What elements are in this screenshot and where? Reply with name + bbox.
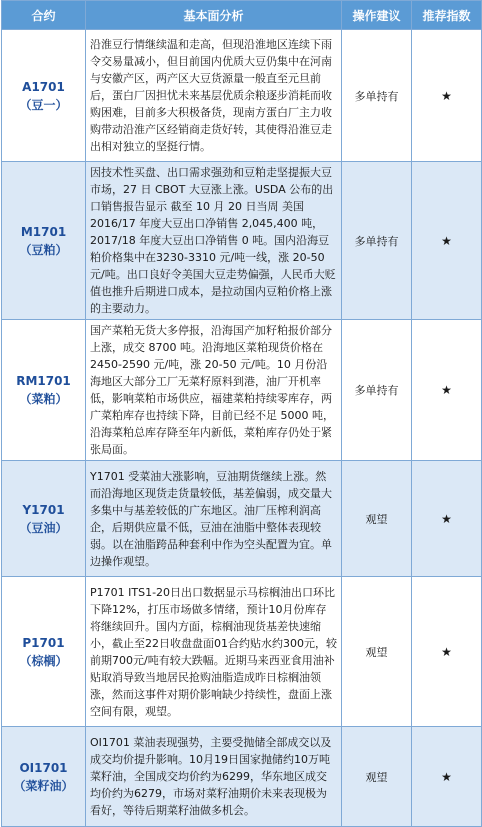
contract-cell <box>2 577 86 727</box>
rating-star-icon: ★ <box>412 577 482 727</box>
contract-cell <box>2 727 86 827</box>
contract-name: （棕榈） <box>19 653 68 668</box>
header-contract: 合约 <box>2 1 86 30</box>
suggestion-cell: 观望 <box>342 461 412 577</box>
contract-code: OI1701 <box>19 760 68 775</box>
suggestion-cell: 多单持有 <box>342 30 412 162</box>
contract-code: P1701 <box>22 635 65 650</box>
suggestion-cell: 观望 <box>342 727 412 827</box>
contract-cell <box>2 30 86 162</box>
contract-cell <box>2 461 86 577</box>
analysis-cell: 国产菜粕无货大多停报，沿海国产加籽粕报价部分上涨，成交 8700 吨。沿海地区菜粕现货价格在2450-2590 元/吨，涨 20-50 元/吨。10 月份沿海地区大部分工厂无菜籽原料到港，油厂开机率低，影响菜粕市场供应，福建菜粕持续零库存，两广菜粕库存也持续下降，目前已经不足 5000 吨，沿海菜粕总库存降至年内新低，菜粕库存仍处于紧张局面。 <box>86 320 342 461</box>
header-rating: 推荐指数 <box>412 1 482 30</box>
table-row <box>2 727 482 827</box>
suggestion-cell: 观望 <box>342 577 412 727</box>
contract-code: Y1701 <box>22 502 65 517</box>
table-row <box>2 461 482 577</box>
table-row <box>2 320 482 461</box>
rating-star-icon: ★ <box>412 30 482 162</box>
table-row <box>2 162 482 320</box>
analysis-cell: P1701 ITS1-20日出口数据显示马棕榈油出口环比下降12%，打压市场做多情绪，预计10月份库存将继续回升。国内方面，棕榈油现货基差快速缩小，截止至22日收盘盘面01合约贴水约300元，较前期700元/吨有较大跌幅。近期马来西亚食用油补贴取消导致当地居民抢购油脂造成昨日棕榈油领涨，然而这事件对期价影响缺少持续性，盘面上涨空间有限，观望。 <box>86 577 342 727</box>
contract-name: （豆一） <box>19 97 68 112</box>
analysis-cell: OI1701 菜油表现强势，主要受抛储全部成交以及成交均价提升影响。10月19日国家抛储约10万吨菜籽油，全国成交均价约为6299，华东地区成交均价约为6279，市场对菜籽油期价未来表现极为看好，等待后期菜籽油做多机会。 <box>86 727 342 827</box>
contract-cell <box>2 320 86 461</box>
header-suggestion: 操作建议 <box>342 1 412 30</box>
suggestion-cell: 多单持有 <box>342 162 412 320</box>
header-row <box>2 1 482 30</box>
analysis-cell: 因技术性买盘、出口需求强劲和豆粕走坚提振大豆市场，27 日 CBOT 大豆涨上涨。USDA 公布的出口销售报告显示 截至 10 月 20 日当周 美国 2016/17 年度大豆出口净销售 2,045,400 吨，2017/18 年度大豆出口净销售 0 吨。国内沿海豆粕价格集中在3230-3310 元/吨一线，涨 20-50 元/吨。出口良好令美国大豆走势偏强，人民币大贬值也推升后期进口成本，是拉动国内豆粕价格上涨的主要动力。 <box>86 162 342 320</box>
contract-name: （菜粕） <box>19 392 68 406</box>
analysis-cell: 沿淮豆行情继续温和走高，但现沿淮地区连续下雨令交易量减小，但目前国内优质大豆仍集中在河南与安徽产区，两产区大豆货源量一般直至元旦前后，蛋白厂因担忧未来基层优质余粮逐步消耗而收购困难，目前多大积极备货，现南方蛋白厂主力收购带动沿淮产区经销商走货好转，其使得沿淮豆走出相对独立的坚挺行情。 <box>86 30 342 162</box>
contract-name: （豆油） <box>19 520 68 535</box>
header-analysis: 基本面分析 <box>86 1 342 30</box>
analysis-table <box>1 0 482 827</box>
suggestion-cell: 多单持有 <box>342 320 412 461</box>
contract-name: （豆粕） <box>19 242 68 257</box>
rating-star-icon: ★ <box>412 162 482 320</box>
rating-star-icon: ★ <box>412 461 482 577</box>
rating-star-icon: ★ <box>412 320 482 461</box>
analysis-cell: Y1701 受菜油大涨影响，豆油期货继续上涨。然而沿海地区现货走货量较低，基差偏弱，成交量大多集中与基差较低的广东地区。油厂压榨利润高企，后期供应量不低，豆油在油脂中整体表现较弱。以在油脂跨品种套利中作为空头配置为宜。单边操作观望。 <box>86 461 342 577</box>
contract-code: RM1701 <box>16 374 71 388</box>
rating-star-icon: ★ <box>412 727 482 827</box>
contract-cell <box>2 162 86 320</box>
contract-code: M1701 <box>20 224 67 239</box>
contract-code: A1701 <box>22 79 65 94</box>
table-row <box>2 577 482 727</box>
table-row <box>2 30 482 162</box>
contract-name: （菜籽油） <box>13 778 74 793</box>
